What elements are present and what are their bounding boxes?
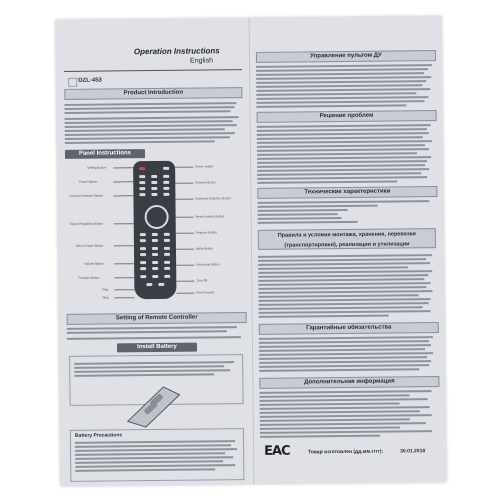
panel-label: Volume Button bbox=[84, 261, 104, 266]
section-header-warranty: Гарантийные обязательства bbox=[259, 322, 439, 335]
install-battery-header: Install Battery bbox=[117, 343, 197, 353]
panel-label: Play bbox=[102, 287, 109, 292]
battery-precautions-box bbox=[70, 428, 245, 482]
left-column bbox=[64, 24, 242, 439]
panel-label: Channel Selection Button bbox=[69, 193, 104, 198]
battery-precautions-title: Battery Precautions bbox=[74, 432, 123, 439]
right-column bbox=[256, 22, 434, 459]
panel-label: Power Switch bbox=[195, 164, 214, 169]
panel-label: Function Button bbox=[78, 275, 100, 280]
section-header-troubleshooting: Решение проблем bbox=[257, 110, 437, 123]
battery-compartment-illustration bbox=[123, 381, 184, 432]
panel-label: Stop bbox=[102, 295, 109, 300]
eac-certification-mark: EAC bbox=[264, 443, 290, 459]
manual-title: Operation Instructions bbox=[133, 46, 220, 57]
panel-instructions-header: Panel Instructions bbox=[65, 149, 145, 159]
production-date-label: Товар изготовлен (дд.мм.гггг): bbox=[308, 448, 384, 456]
instruction-sheet bbox=[56, 16, 447, 486]
model-checkbox-icon bbox=[68, 78, 77, 87]
production-date-value: 30.01.2018 bbox=[400, 448, 426, 455]
setting-remote-header: Setting of Remote Controller bbox=[67, 312, 247, 325]
manual-language: English bbox=[189, 57, 214, 65]
remote-control-illustration bbox=[133, 161, 176, 299]
section-header-additional-info: Дополнительная информация bbox=[259, 376, 439, 389]
power-button-icon bbox=[139, 167, 145, 170]
section-header-installation-storage: Правила и условия монтажа, хранения, перевозки (транспортировки), реализации и утилизации bbox=[258, 228, 436, 250]
navigation-pad-icon bbox=[145, 205, 169, 229]
panel-label: Turn Off bbox=[196, 278, 208, 283]
section-header-specifications: Технические характеристики bbox=[257, 186, 437, 199]
panel-label: Menu/Loading Button bbox=[195, 214, 225, 219]
panel-label: Channel Button bbox=[195, 180, 216, 185]
panel-label: Keyboard Selection Button bbox=[195, 196, 231, 201]
product-introduction-header: Product Introduction bbox=[64, 87, 242, 100]
fold-line bbox=[249, 18, 255, 484]
panel-label: Functional Button bbox=[196, 262, 220, 267]
panel-label: Fast Forward bbox=[196, 290, 215, 295]
section-header-remote-control: Управление пультом ДУ bbox=[256, 50, 436, 63]
panel-label: Power Button bbox=[79, 179, 98, 184]
panel-label: Setting Button bbox=[87, 165, 106, 170]
panel-label: Menu & Mute Button bbox=[75, 243, 104, 248]
title-rule bbox=[64, 69, 242, 72]
panel-label: Program Button bbox=[195, 230, 217, 235]
model-number: DZL-453 bbox=[78, 77, 102, 84]
panel-label: Sound Regulation Button bbox=[69, 221, 104, 226]
panel-label: Mode Button bbox=[195, 246, 214, 251]
